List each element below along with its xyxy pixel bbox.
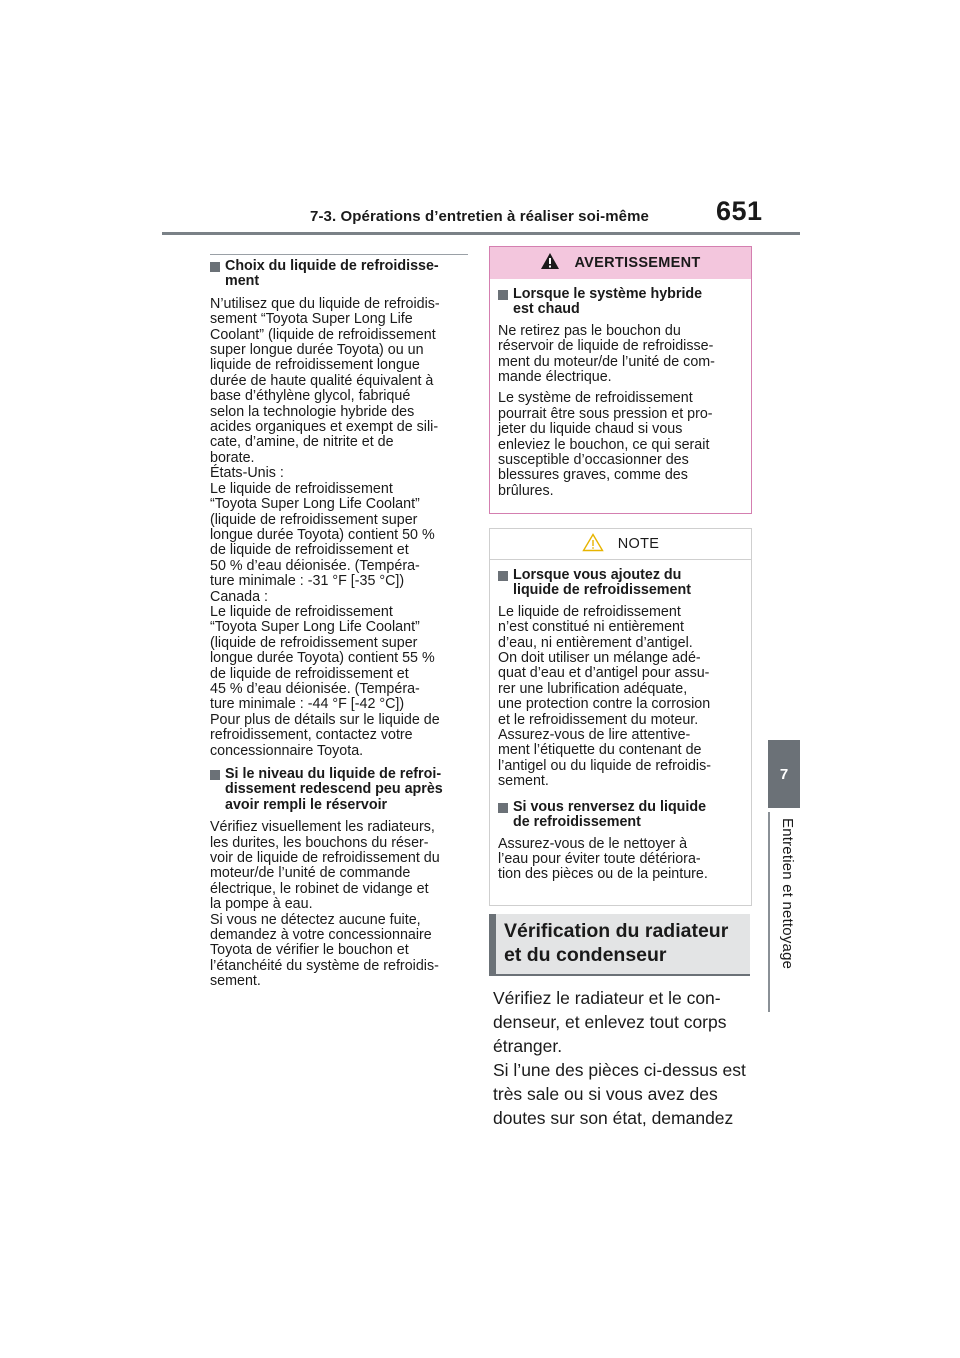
note-subheading-1: Lorsque vous ajoutez du liquide de refroidissement bbox=[498, 568, 743, 599]
section-heading: Vérification du radiateur et du condenseur bbox=[504, 920, 729, 966]
note-header bbox=[490, 529, 751, 560]
coolant-level-text: Vérifiez visuellement les radiateurs, les durites, les bouchons du réser- voir de liquide de refroidissement du moteur/de l’unité de commande électrique, le robinet de vidange et la pompe à eau. Si vous ne détectez aucune fuite, demandez à votre concessionnaire Toyota de vérifier le bouchon et l’étanchéité du système de refroidis- sement. bbox=[210, 819, 440, 990]
section-body-text: Vérifiez le radiateur et le con- denseur, et enlevez tout corps étranger. Si l’une des pièces ci-dessus est très sale ou si vous avez des doutes sur son état, demandez bbox=[493, 988, 746, 1128]
page-number: 651 bbox=[716, 196, 763, 226]
left-column-rule bbox=[210, 254, 468, 255]
section-title: 7-3. Opérations d’entretien à réaliser soi-même bbox=[310, 208, 649, 225]
bullet-square-icon bbox=[210, 262, 220, 272]
subheading-coolant-level: Si le niveau du liquide de refroi- dissement redescend peu après avoir rempli le réservoir bbox=[210, 767, 468, 813]
warning-box bbox=[489, 246, 752, 514]
bullet-square-icon bbox=[498, 290, 508, 300]
chapter-tab: 7 bbox=[768, 740, 800, 808]
note-paragraph-2: Assurez-vous de le nettoyer à l’eau pour éviter toute détériora- tion des pièces ou de la peinture. bbox=[498, 835, 708, 883]
note-subheading-2: Si vous renversez du liquide de refroidissement bbox=[498, 800, 743, 831]
left-column bbox=[210, 254, 468, 998]
caution-triangle-icon bbox=[582, 533, 604, 556]
note-label: NOTE bbox=[617, 536, 660, 552]
bullet-square-icon bbox=[498, 803, 508, 813]
subheading-coolant-choice: Choix du liquide de refroidisse- ment bbox=[210, 259, 468, 290]
note-paragraph-1: Le liquide de refroidissement n’est constitué ni entièrement d’eau, ni entièrement d’antigel. On doit utiliser un mélange adé- quat d’eau et d’antigel pour assu- rer une lubrification adéquate, une protection contre la corrosion et le refroidissement du moteur. Assurez-vous de lire attentive- ment l’étiquette du contenant de l’antigel ou du liquide de refroidis- sement. bbox=[498, 603, 711, 790]
warning-label: AVERTISSEMENT bbox=[574, 255, 701, 271]
section-heading-bar bbox=[489, 914, 496, 976]
warning-subheading: Lorsque le système hybride est chaud bbox=[498, 287, 743, 318]
header-rule bbox=[162, 232, 800, 235]
warning-triangle-icon bbox=[540, 252, 560, 274]
warning-header bbox=[490, 247, 751, 279]
warning-paragraph-2: Le système de refroidissement pourrait être sous pression et pro- jeter du liquide chaud si vous enleviez le bouchon, ce qui serait susceptible d’occasionner des blessures graves, comme des brûlures. bbox=[498, 390, 713, 499]
bullet-square-icon bbox=[210, 770, 220, 780]
warning-paragraph-1: Ne retirez pas le bouchon du réservoir de liquide de refroidisse- ment du moteur/de l’unité de com- mande électrique. bbox=[498, 322, 715, 386]
warning-body bbox=[490, 279, 751, 499]
note-body bbox=[490, 560, 751, 883]
bullet-square-icon bbox=[498, 571, 508, 581]
coolant-choice-text: N’utilisez que du liquide de refroidis- sement “Toyota Super Long Life Coolant” (liquide de refroidissement super longue durée Toyota) ou un liquide de refroidissement longue durée de haute qualité équivalent à base d’éthylène glycol, fabriqué selon la technologie hybride des acides organiques et exempt de sili- cate, d’amine, de nitrite et de borate. États-Unis : Le liquide de refroidissement “Toyota Super Long Life Coolant” (liquide de refroidissement super longue durée Toyota) contient 50 % de liquide de refroidissement et 50 % d’eau déionisée. (Tempéra- ture minimale : -31 °F [-35 °C]) Canada : Le liquide de refroidissement “Toyota Super Long Life Coolant” (liquide de refroidissement super longue durée Toyota) contient 55 % de liquide de refroidissement et 45 % d’eau déionisée. (Tempéra- ture minimale : -44 °F [-42 °C]) Pour plus de détails sur le liquide de refroidissement, contactez votre concessionnaire Toyota. bbox=[210, 295, 440, 759]
note-box bbox=[489, 528, 752, 906]
section-heading-underline bbox=[489, 974, 750, 976]
chapter-label: Entretien et nettoyage bbox=[779, 818, 796, 970]
